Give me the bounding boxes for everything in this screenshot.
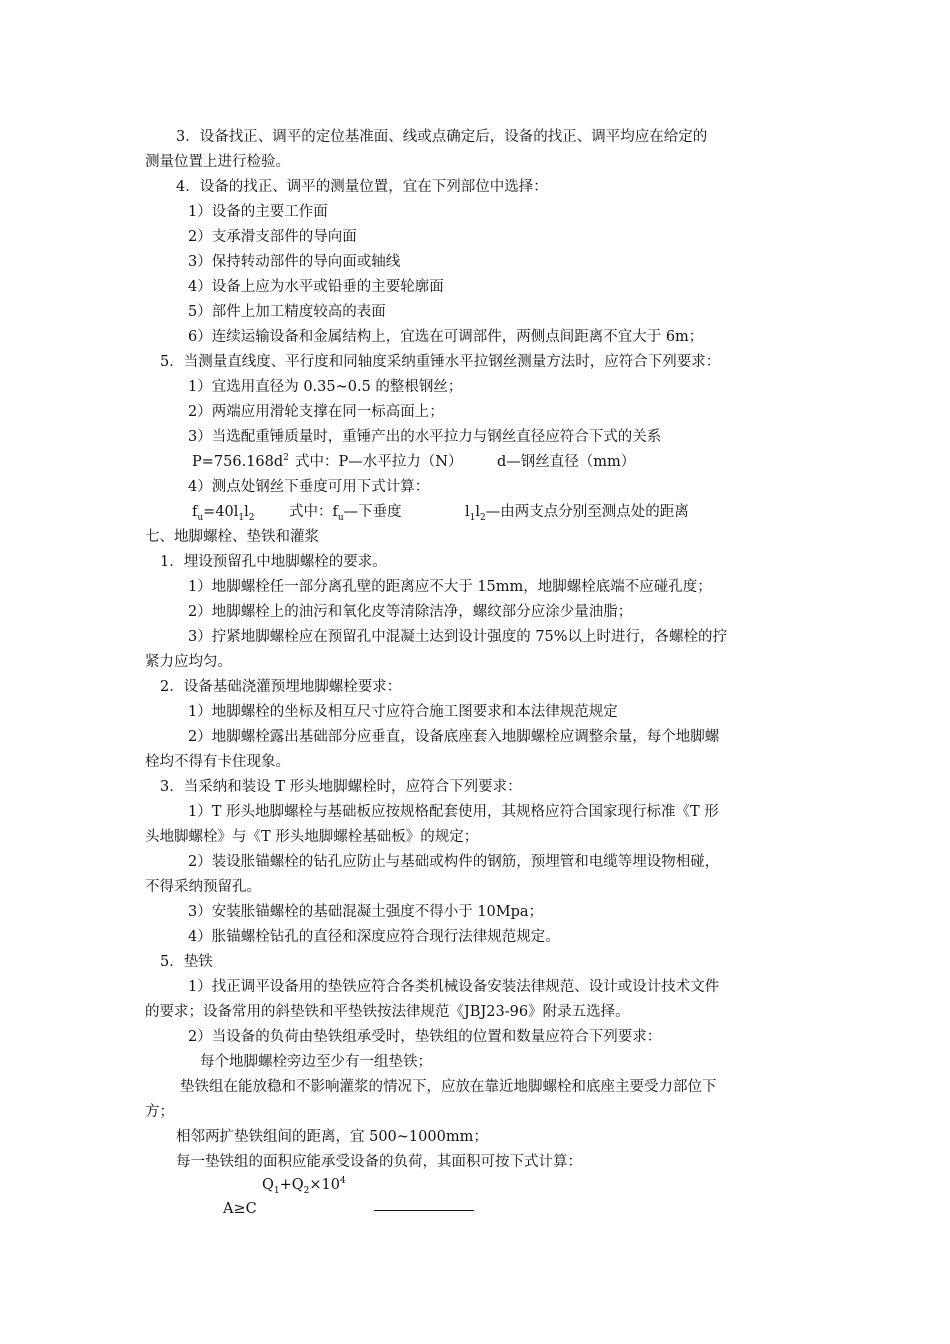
list-item: 1）宜选用直径为 0.35~0.5 的整根钢丝； — [188, 379, 463, 395]
formula-line: A≥C — [223, 1201, 257, 1217]
formula-text: f — [192, 504, 198, 520]
list-item: 4）设备上应为水平或铅垂的主要轮廓面 — [188, 279, 444, 295]
formula-text: ×10 — [309, 1177, 341, 1193]
paragraph-line: 5．垫铁 — [160, 954, 213, 970]
formula-subscript: 1 — [469, 512, 476, 523]
formula-explanation: 式中：P—水平拉力（N） — [295, 454, 463, 470]
formula-subscript: 1 — [238, 512, 245, 523]
fraction-bar — [374, 1210, 474, 1211]
paragraph-line: 2．设备基础浇灌预埋地脚螺栓要求： — [160, 679, 402, 695]
formula-subscript: 2 — [248, 512, 255, 523]
paragraph-line: 5．当测量直线度、平行度和同轴度采纳重锤水平拉钢丝测量方法时，应符合下列要求： — [160, 354, 721, 370]
paragraph-line: 头地脚螺栓》与《T 形头地脚螺栓基础板》的规定； — [145, 829, 479, 845]
formula-text: —由两支点分别至测点处的距离 — [485, 504, 689, 520]
formula-explanation: d—钢丝直径（mm） — [497, 454, 636, 470]
paragraph-line: 每一垫铁组的面积应能承受设备的负荷，其面积可按下式计算： — [176, 1154, 582, 1170]
paragraph-line: 相邻两扩垫铁组间的距离，宜 500~1000mm； — [176, 1129, 488, 1145]
formula-subscript: 2 — [480, 512, 486, 523]
formula-subscript: 2 — [303, 1185, 310, 1196]
list-item: 2）两端应用滑轮支撑在同一标高面上； — [188, 404, 444, 420]
paragraph-line: 每个地脚螺栓旁边至少有一组垫铁； — [200, 1054, 432, 1070]
section-heading: 七、地脚螺栓、垫铁和灌浆 — [145, 529, 319, 545]
formula-subscript: 1 — [273, 1185, 280, 1196]
formula-explanation — [289, 502, 402, 522]
paragraph-line: 方； — [145, 1104, 174, 1120]
paragraph-line: 栓均不得有卡住现象。 — [145, 754, 290, 770]
list-item: 4）测点处钢丝下垂度可用下式计算： — [188, 479, 430, 495]
formula-explanation — [465, 502, 689, 522]
list-item: 2）地脚螺栓露出基础部分应垂直，设备底座套入地脚螺栓应调整余量，每个地脚螺 — [188, 729, 720, 745]
list-item: 1）找正调平设备用的垫铁应符合各类机械设备安装法律规范、设计或设计技术文件 — [188, 979, 720, 995]
list-item: 2）装设胀锚螺栓的钻孔应防止与基础或构件的钢筋，预埋管和电缆等埋设物相碰， — [188, 854, 720, 870]
paragraph-line: 不得采纳预留孔。 — [145, 879, 261, 895]
formula-text: l — [244, 504, 249, 520]
paragraph-line: 测量位置上进行检验。 — [145, 154, 290, 170]
paragraph-line: 的要求；设备常用的斜垫铁和平垫铁按法律规范《JBJ23-96》附录五选择。 — [145, 1004, 630, 1020]
list-item: 1）T 形头地脚螺栓与基础板应按规格配套使用，其规格应符合国家现行标准《T 形 — [188, 804, 719, 820]
fraction-numerator — [262, 1175, 346, 1195]
paragraph-line: 紧力应均匀。 — [145, 654, 232, 670]
list-item: 3）保持转动部件的导向面或轴线 — [188, 254, 401, 270]
list-item: 5）部件上加工精度较高的表面 — [188, 304, 386, 320]
formula-text: l — [465, 504, 470, 520]
list-item: 3）当选配重锤质量时，重锤产出的水平拉力与钢丝直径应符合下式的关系 — [188, 429, 662, 445]
list-item: 2）当设备的负荷由垫铁组承受时，垫铁组的位置和数量应符合下列要求： — [188, 1029, 662, 1045]
formula-text: Q — [262, 1177, 274, 1193]
formula-text: P=756.168d — [192, 454, 284, 470]
list-item: 4）胀锚螺栓钻孔的直径和深度应符合现行法律规范规定。 — [188, 929, 560, 945]
paragraph-line: 3．当采纳和装设 T 形头地脚螺栓时，应符合下列要求： — [160, 779, 522, 795]
formula-line — [192, 452, 289, 472]
list-item: 6）连续运输设备和金属结构上，宜选在可调部件，两侧点间距离不宜大于 6m； — [188, 329, 704, 345]
paragraph-line: 4．设备的找正、调平的测量位置，宜在下列部位中选择： — [176, 179, 548, 195]
list-item: 1）地脚螺栓的坐标及相互尺寸应符合施工图要求和本法律规范规定 — [188, 704, 618, 720]
list-item: 3）拧紧地脚螺栓应在预留孔中混凝土达到设计强度的 75%以上时进行，各螺栓的拧 — [188, 629, 728, 645]
paragraph-line: 1．埋设预留孔中地脚螺栓的要求。 — [160, 554, 387, 570]
list-item: 1）地脚螺栓任一部分离孔壁的距离应不大于 15mm，地脚螺栓底端不应碰孔度； — [188, 579, 712, 595]
list-item: 2）支承滑支部件的导向面 — [188, 229, 357, 245]
formula-text: =40l — [203, 504, 239, 520]
formula-text: —下垂度 — [343, 504, 402, 520]
paragraph-line: 3．设备找正、调平的定位基准面、线或点确定后，设备的找正、调平均应在给定的 — [176, 129, 708, 145]
list-item: 3）安装胀锚螺栓的基础混凝土强度不得小于 10Mpa； — [188, 904, 544, 920]
formula-text: +Q — [279, 1177, 304, 1193]
formula-exponent: 2 — [283, 453, 289, 464]
list-item: 2）地脚螺栓上的油污和氧化皮等清除洁净，螺纹部分应涂少量油脂； — [188, 604, 633, 620]
paragraph-line: 垫铁组在能放稳和不影响灌浆的情况下，应放在靠近地脚螺栓和底座主要受力部位下 — [180, 1079, 717, 1095]
list-item: 1）设备的主要工作面 — [188, 204, 328, 220]
formula-subscript: u — [197, 512, 204, 523]
formula-line — [192, 502, 255, 522]
formula-text: l — [475, 504, 481, 520]
formula-exponent: 4 — [340, 1176, 346, 1187]
formula-text: 式中：f — [289, 504, 338, 520]
formula-subscript: u — [337, 512, 344, 523]
